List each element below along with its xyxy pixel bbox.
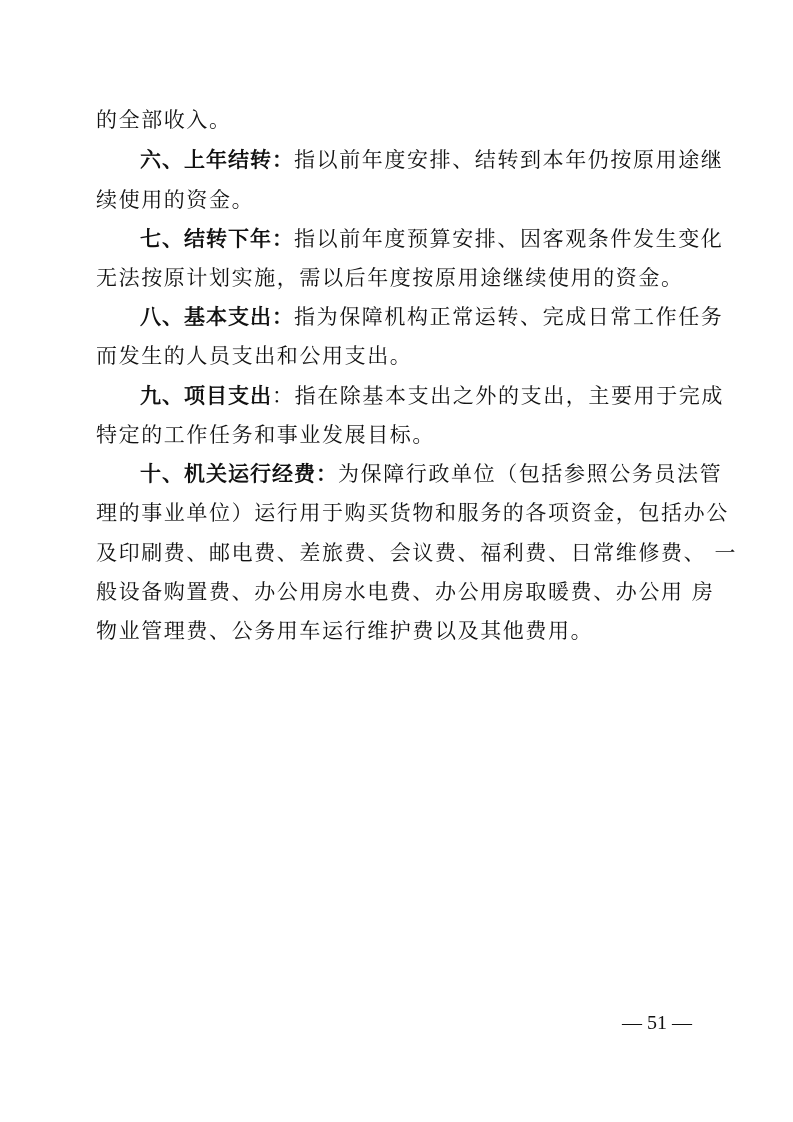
paragraph-6-first-line (140, 147, 723, 173)
term-definition: 为保障行政单位（包括参照公务员法管 (338, 462, 723, 486)
page-number: — 51 — (622, 1012, 692, 1034)
term-heading: 九、项目支出 (140, 384, 272, 408)
term-definition: ：指在除基本支出之外的支出，主要用于完成 (272, 384, 724, 408)
term-heading: 六、上年结转： (140, 148, 294, 172)
text-line: 物业管理费、公务用车运行维护费以及其他费用。 (96, 619, 594, 643)
text-line: 特定的工作任务和事业发展目标。 (96, 423, 435, 447)
paragraph-9-first-line (140, 383, 724, 409)
text-line: 续使用的资金。 (96, 188, 255, 212)
term-definition: 指以前年度安排、结转到本年仍按原用途继 (294, 148, 724, 172)
term-definition: 指为保障机构正常运转、完成日常工作任务 (294, 305, 724, 329)
text-line: 的全部收入。 (96, 108, 232, 132)
term-definition: 指以前年度预算安排、因客观条件发生变化 (294, 227, 724, 251)
text-line: 无法按原计划实施，需以后年度按原用途继续使用的资金。 (96, 266, 684, 290)
text-line: 般设备购置费、办公用房水电费、办公用房取暖费、办公用 房 (96, 580, 715, 604)
term-heading: 八、基本支出： (140, 305, 294, 329)
paragraph-10-first-line (140, 461, 722, 487)
paragraph-8-first-line (140, 304, 723, 330)
term-heading: 七、结转下年： (140, 227, 294, 251)
term-heading: 十、机关运行经费： (140, 462, 338, 486)
text-line: 及印刷费、邮电费、差旅费、会议费、福利费、日常维修费、 一 (96, 541, 738, 565)
text-line: 而发生的人员支出和公用支出。 (96, 344, 413, 368)
paragraph-7-first-line (140, 226, 723, 252)
text-line: 理的事业单位）运行用于购买货物和服务的各项资金，包括办公 (96, 501, 729, 525)
